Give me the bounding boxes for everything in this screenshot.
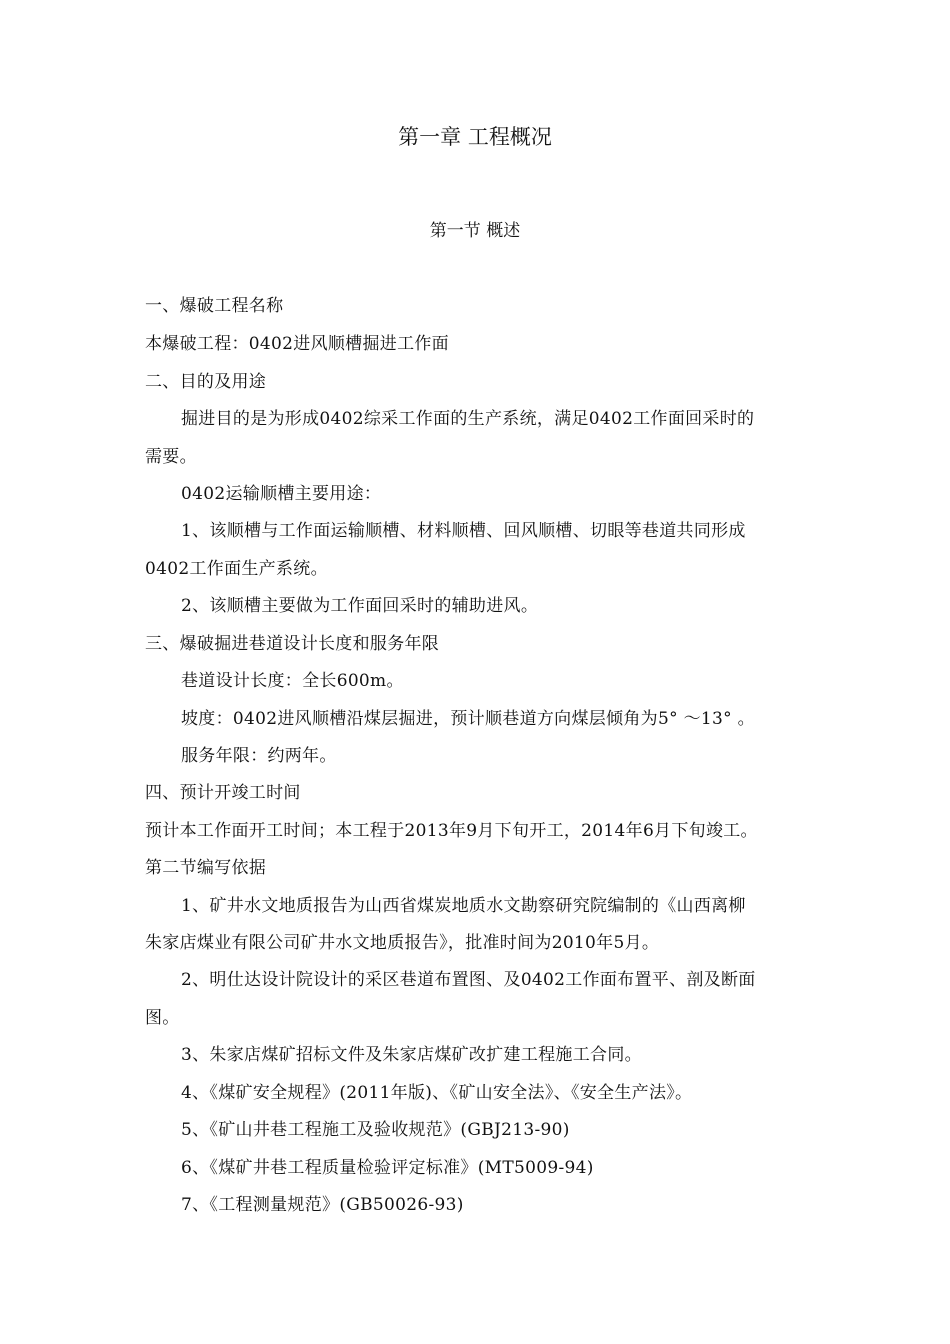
- paragraph-line: 0402运输顺槽主要用途：: [181, 484, 382, 504]
- paragraph-line: 巷道设计长度：全长600m。: [181, 671, 404, 691]
- list-item: 3、朱家店煤矿招标文件及朱家店煤矿改扩建工程施工合同。: [181, 1045, 642, 1065]
- section-title: 第一节 概述: [429, 221, 521, 241]
- paragraph-line: 预计本工作面开工时间；本工程于2013年9月下旬开工，2014年6月下旬竣工。: [145, 821, 758, 841]
- paragraph-line: 坡度：0402进风顺槽沿煤层掘进，预计顺巷道方向煤层倾角为5° ～13° 。: [181, 709, 755, 729]
- paragraph-line: 图。: [145, 1008, 180, 1028]
- list-item: 1、该顺槽与工作面运输顺槽、材料顺槽、回风顺槽、切眼等巷道共同形成: [181, 521, 746, 541]
- chapter-title: 第一章 工程概况: [398, 125, 552, 149]
- paragraph-line: 需要。: [145, 447, 197, 467]
- paragraph-line: 0402工作面生产系统。: [145, 559, 328, 579]
- list-item: 2、该顺槽主要做为工作面回采时的辅助进风。: [181, 596, 539, 616]
- heading-schedule: 四、预计开竣工时间: [145, 783, 301, 803]
- heading-purpose: 二、目的及用途: [145, 372, 267, 392]
- list-item: 2、明仕达设计院设计的采区巷道布置图、及0402工作面布置平、剖及断面: [181, 970, 756, 990]
- heading-section-two: 第二节编写依据: [145, 858, 267, 878]
- heading-blasting-name: 一、爆破工程名称: [145, 296, 284, 316]
- heading-design-length: 三、爆破掘进巷道设计长度和服务年限: [145, 634, 440, 654]
- list-item: 6、《煤矿井巷工程质量检验评定标准》(MT5009-94): [181, 1158, 594, 1178]
- list-item: 5、《矿山井巷工程施工及验收规范》(GBJ213-90): [181, 1120, 570, 1140]
- paragraph-line: 掘进目的是为形成0402综采工作面的生产系统，满足0402工作面回采时的: [181, 409, 755, 429]
- list-item: 1、矿井水文地质报告为山西省煤炭地质水文勘察研究院编制的《山西离柳: [181, 896, 746, 916]
- list-item: 7、《工程测量规范》(GB50026-93): [181, 1195, 464, 1215]
- paragraph-line: 朱家店煤业有限公司矿井水文地质报告》，批准时间为2010年5月。: [145, 933, 660, 953]
- paragraph-line: 服务年限：约两年。: [181, 746, 337, 766]
- list-item: 4、《煤矿安全规程》(2011年版)、《矿山安全法》、《安全生产法》。: [181, 1083, 693, 1103]
- paragraph-line: 本爆破工程：0402进风顺槽掘进工作面: [145, 334, 449, 354]
